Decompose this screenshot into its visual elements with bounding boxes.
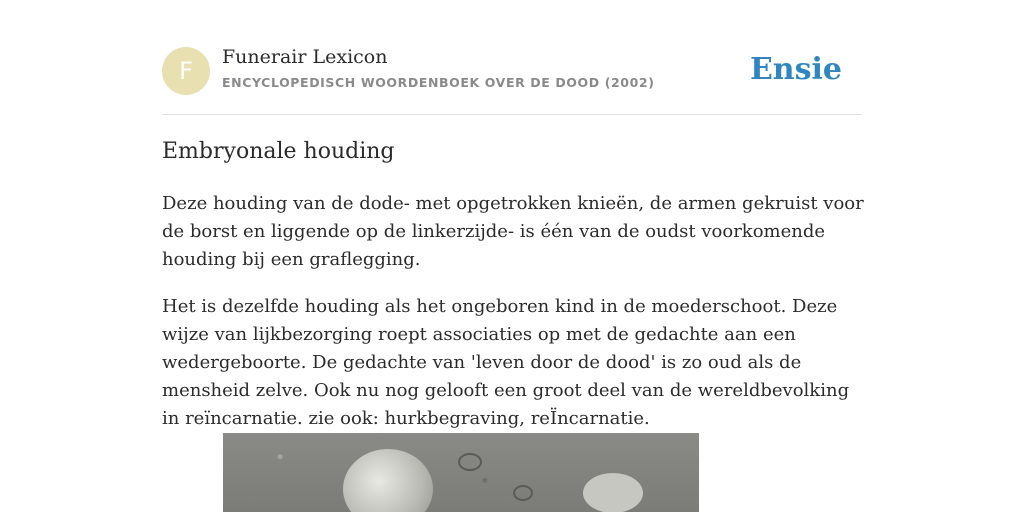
lexicon-avatar[interactable]: F <box>162 47 210 95</box>
header <box>162 0 862 115</box>
entry-title: Embryonale houding <box>162 139 395 164</box>
entry-photo <box>223 433 699 512</box>
photo-detail <box>513 485 533 501</box>
lexicon-subtitle: ENCYCLOPEDISCH WOORDENBOEK OVER DE DOOD (2002) <box>222 75 655 90</box>
entry-paragraph-2: Het is dezelfde houding als het ongeboren kind in de moederschoot. Deze wijze van lijkbezorging roept associaties op met de gedachte aan een wedergeboorte. De gedachte van 'leven door de dood' is zo oud als de mensheid zelve. Ook nu nog gelooft een groot deel van de wereldbevolking in reïncarnatie. zie ook: hurkbegraving, reÏncarnatie. <box>162 296 850 429</box>
photo-skull-shape <box>343 449 433 512</box>
lexicon-title[interactable]: Funerair Lexicon <box>222 46 388 68</box>
photo-detail <box>458 453 482 471</box>
page <box>162 0 864 429</box>
ensie-logo[interactable]: Ensie <box>749 52 842 87</box>
entry-paragraph-1: Deze houding van de dode- met opgetrokken knieën, de armen gekruist voor de borst en liggende op de linkerzijde- is één van de oudst voorkomende houding bij een graflegging. <box>162 193 864 270</box>
photo-detail <box>583 473 643 512</box>
